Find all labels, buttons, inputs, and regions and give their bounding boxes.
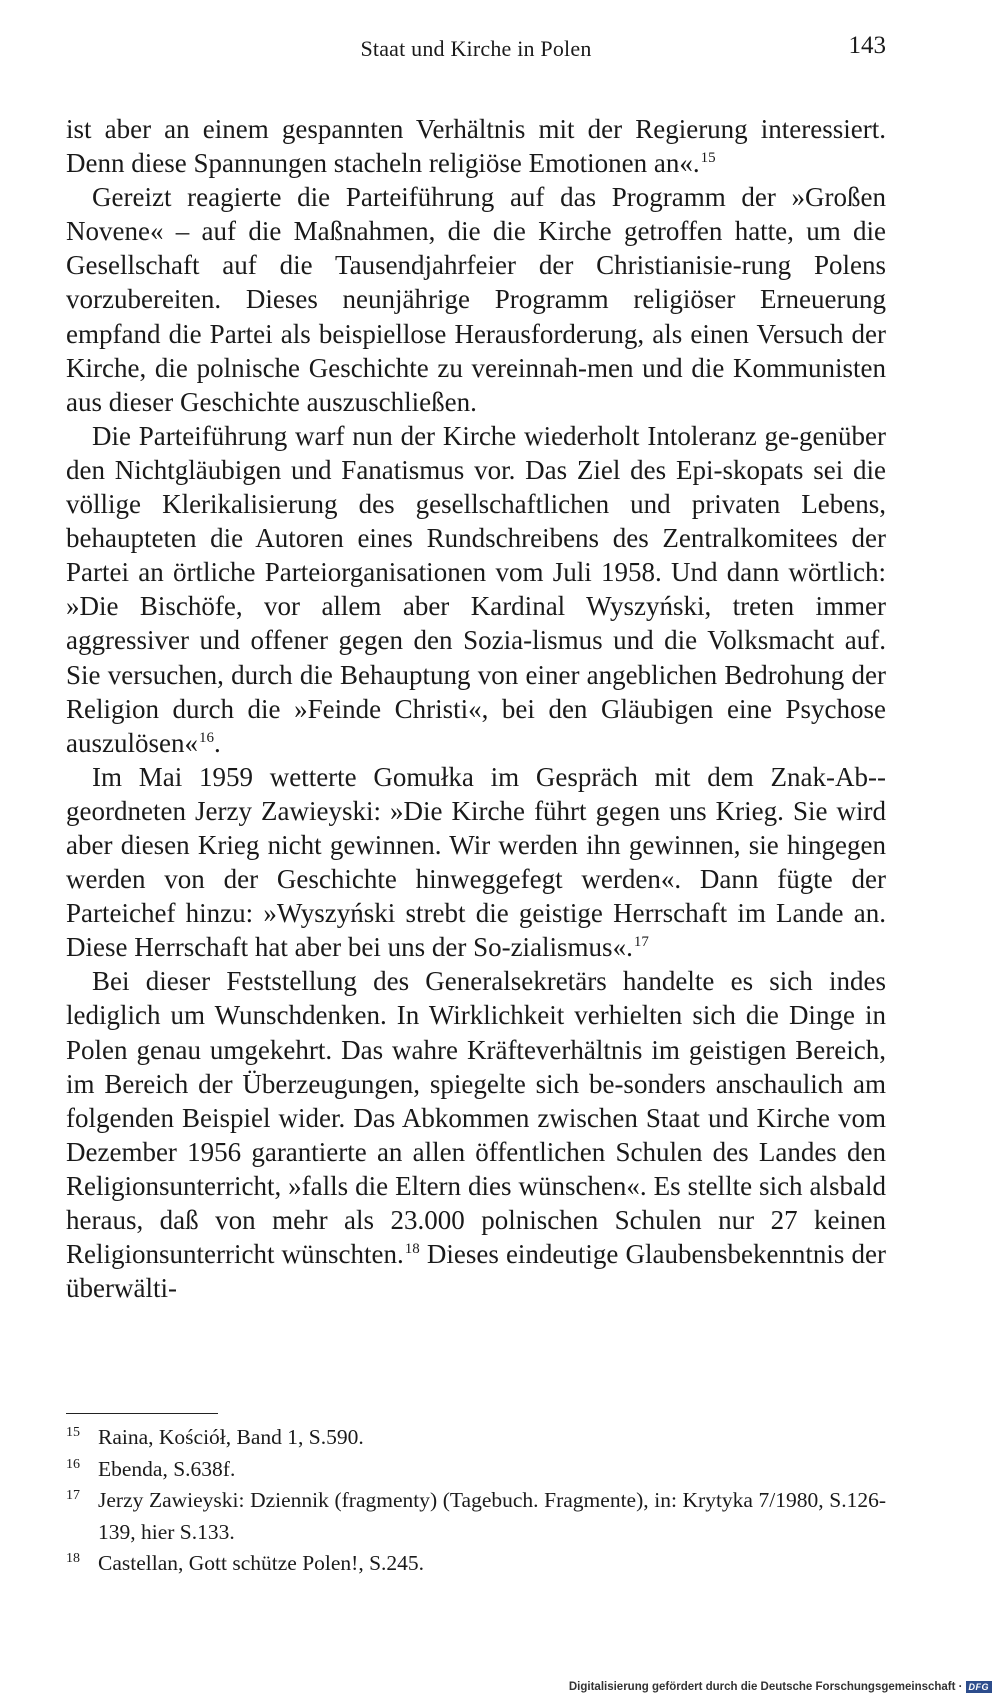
footnote-number: 15 — [66, 1425, 80, 1440]
footnote-ref: 16 — [198, 729, 214, 746]
running-head — [66, 32, 886, 72]
footnote-number: 17 — [66, 1488, 80, 1503]
paragraph-1: ist aber an einem gespannten Verhältnis mit der Regierung interessiert. Denn diese Spannungen stacheln religiöse Emotionen an«.$^{15}$ — [66, 114, 886, 179]
footnote-divider — [66, 1413, 218, 1414]
footnote-ref: 18 — [404, 1241, 420, 1258]
footnote-ref: 15 — [700, 150, 716, 167]
banner-text: Digitalisierung gefördert durch die Deutsche Forschungsgemeinschaft · — [568, 1681, 963, 1693]
footnote-ref: 17 — [633, 934, 649, 951]
footnote-item — [66, 1485, 886, 1548]
footnote-number: 16 — [66, 1456, 80, 1472]
paragraph-3: Die Parteiführung warf nun der Kirche wiederholt Intoleranz ge-genüber den Nichtgläubigen und Fanatismus vor. Das Ziel des Epi-skopats sei die völlige Klerikalisierung des gesellschaftlichen und privaten Lebens, behaupteten die Autoren eines Rundschreibens des Zentralkomitees der Partei an örtliche Parteiorganisationen vom Juli 1958. Und dann wörtlich: »Die Bischöfe, vor allem aber Kardinal Wyszyński, treten immer aggressiver und offener gegen den Sozia-lismus und die Volksmacht auf. Sie versuchen, durch die Behauptung von einer angeblichen Bedrohung der Religion durch die »Feinde Christi«, bei den Gläubigen eine Psychose auszulösen«$^{16}$. — [66, 420, 886, 758]
page-number: 143 — [848, 32, 886, 59]
digitization-banner — [569, 1681, 992, 1693]
footnote-item — [66, 1548, 886, 1580]
footnotes — [66, 1422, 886, 1580]
running-title: Staat und Kirche in Polen — [360, 36, 592, 61]
paragraph-2: Gereizt reagierte die Parteiführung auf das Programm der »Großen Novene« – auf die Maßnahmen, die die Kirche getroffen hatte, um die Gesellschaft auf die Tausendjahrfeier der Christianisie-rung Polens vorzubereiten. Dieses neunjährige Programm religiöser Erneuerung empfand die Partei als beispiellose Herausforderung, als einen Versuch der Kirche, die polnische Geschichte zu vereinnah-men und die Kommunisten aus dieser Geschichte auszuschließen. — [66, 182, 886, 417]
footnote-text: Raina, Kościół, Band 1, S.590. — [98, 1425, 364, 1449]
paragraph-5: Bei dieser Feststellung des Generalsekretärs handelte es sich indes lediglich um Wunschdenken. In Wirklichkeit verhielten sich die Dinge in Polen genau umgekehrt. Das wahre Kräfteverhältnis im geistigen Bereich, im Bereich der Überzeugungen, spiegelte sich be-sonders anschaulich am folgenden Beispiel wider. Das Abkommen zwischen Staat und Kirche vom Dezember 1956 garantierte an allen öffentlichen Schulen des Landes den Religionsunterricht, »falls die Eltern dies wünschen«. Es stellte sich alsbald heraus, daß von mehr als 23.000 polnischen Schulen nur 27 keinen Religionsunterricht wünschten.$^{18}$ Dieses eindeutige Glaubensbekenntnis der überwälti- — [66, 966, 886, 1304]
footnote-number: 18 — [66, 1551, 80, 1566]
dfg-logo: DFG — [966, 1681, 993, 1693]
footnote-text: Ebenda, S.638f. — [98, 1456, 236, 1481]
body-text — [66, 112, 886, 1305]
footnote-text: Castellan, Gott schütze Polen!, S.245. — [98, 1551, 425, 1575]
paragraph-4: Im Mai 1959 wetterte Gomułka im Gespräch mit dem Znak-Ab-geordneten Jerzy Zawieyski: »Die Kirche führt gegen uns Krieg. Sie wird aber diesen Krieg nicht gewinnen. Wir werden ihn gewinnen, sie hingegen werden von der Geschichte hinweggefegt werden«. Dann fügte der Parteichef hinzu: »Wyszyński strebt die geistige Herrschaft im Lande an. Diese Herrschaft hat aber bei uns der So-zialismus«.$^{17}$ — [66, 761, 886, 963]
footnote-item — [66, 1422, 886, 1454]
footnote-text: Jerzy Zawieyski: Dziennik (fragmenty) (Tagebuch. Fragmente), in: Krytyka 7/1980, S.126-139, hier S.133. — [98, 1488, 886, 1544]
footnote-item — [66, 1454, 886, 1486]
